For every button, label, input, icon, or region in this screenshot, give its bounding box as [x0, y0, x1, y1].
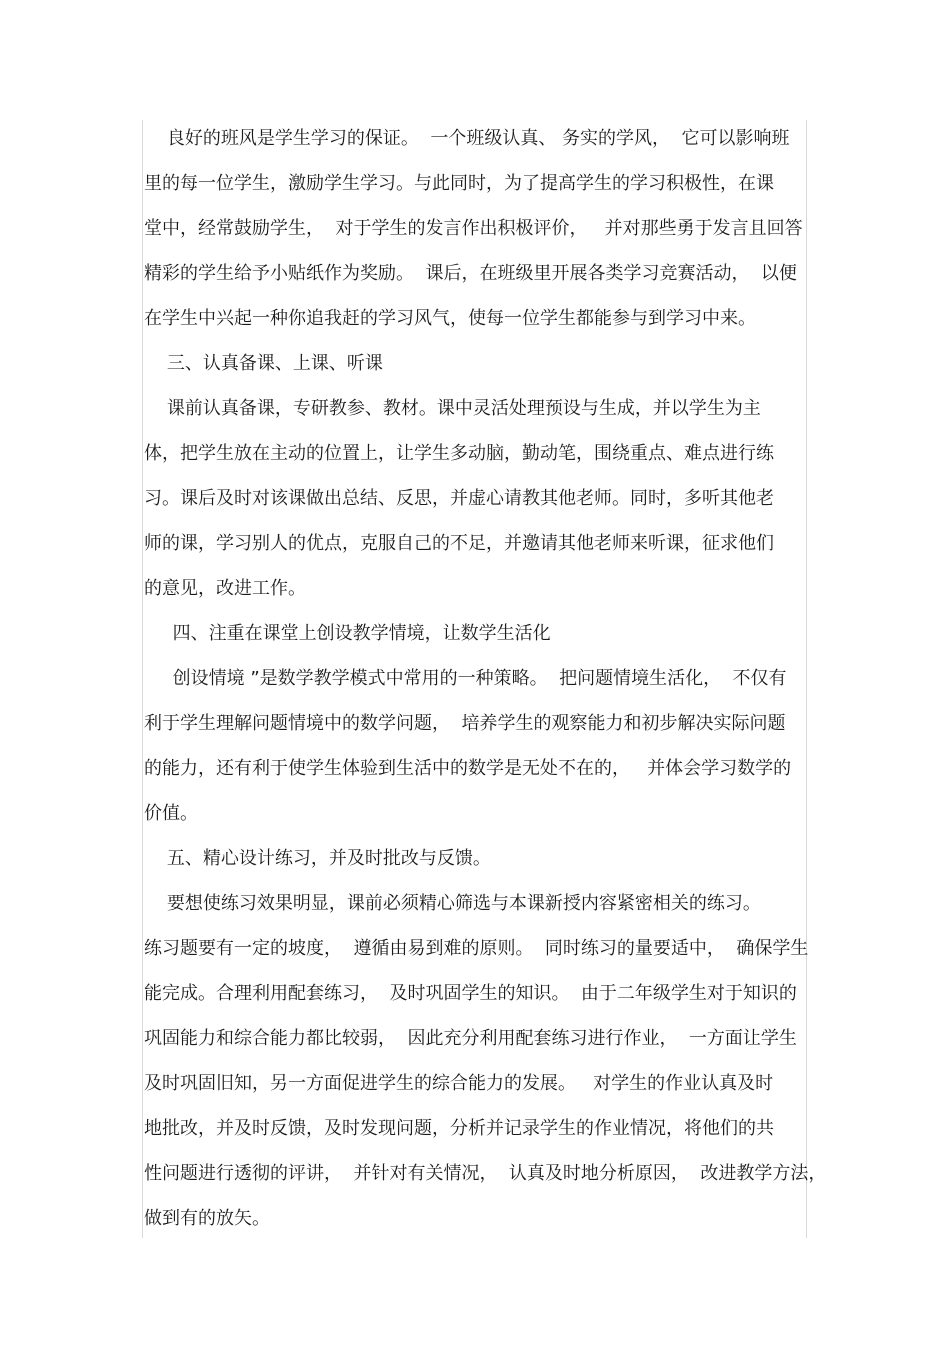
text-line: 精彩的学生给予小贴纸作为奖励。 课后，在班级里开展各类学习竞赛活动， 以便 — [144, 263, 797, 284]
text-line: 创设情境 ”是数学教学模式中常用的一种策略。 把问题情境生活化， 不仅有 — [144, 668, 787, 689]
text-line: 性问题进行透彻的评讲， 并针对有关情况， 认真及时地分析原因， 改进教学方法， — [144, 1163, 827, 1184]
text-line: 的意见，改进工作。 — [144, 578, 306, 599]
page-border-right — [806, 120, 807, 1238]
text-line: 练习题要有一定的坡度， 遵循由易到难的原则。 同时练习的量要适中， 确保学生 — [144, 938, 809, 959]
text-line: 做到有的放矢。 — [144, 1208, 270, 1229]
text-line: 及时巩固旧知，另一方面促进学生的综合能力的发展。 对学生的作业认真及时 — [144, 1073, 774, 1094]
text-line: 价值。 — [144, 803, 198, 824]
section-heading: 五、精心设计练习，并及时批改与反馈。 — [144, 848, 491, 869]
text-line: 里的每一位学生，激励学生学习。与此同时，为了提高学生的学习积极性，在课 — [144, 173, 774, 194]
section-heading: 四、注重在课堂上创设教学情境，让数学生活化 — [144, 623, 551, 644]
text-line: 能完成。合理利用配套练习， 及时巩固学生的知识。 由于二年级学生对于知识的 — [144, 983, 797, 1004]
text-line: 习。课后及时对该课做出总结、反思，并虚心请教其他老师。同时，多听其他老 — [144, 488, 774, 509]
text-line: 在学生中兴起一种你追我赶的学习风气，使每一位学生都能参与到学习中来。 — [144, 308, 756, 329]
text-line: 要想使练习效果明显，课前必须精心筛选与本课新授内容紧密相关的练习。 — [144, 893, 761, 914]
text-line: 利于学生理解问题情境中的数学问题， 培养学生的观察能力和初步解决实际问题 — [144, 713, 786, 734]
text-line: 体，把学生放在主动的位置上，让学生多动脑，勤动笔，围绕重点、难点进行练 — [144, 443, 774, 464]
text-line: 良好的班风是学生学习的保证。 一个班级认真、 务实的学风， 它可以影响班 — [144, 128, 790, 149]
text-line: 课前认真备课，专研教参、教材。课中灵活处理预设与生成，并以学生为主 — [144, 398, 761, 419]
text-line: 巩固能力和综合能力都比较弱， 因此充分利用配套练习进行作业， 一方面让学生 — [144, 1028, 797, 1049]
section-heading: 三、认真备课、上课、听课 — [144, 353, 383, 374]
text-line: 地批改，并及时反馈，及时发现问题，分析并记录学生的作业情况，将他们的共 — [144, 1118, 774, 1139]
text-line: 的能力，还有利于使学生体验到生活中的数学是无处不在的， 并体会学习数学的 — [144, 758, 792, 779]
text-line: 师的课，学习别人的优点，克服自己的不足，并邀请其他老师来听课，征求他们 — [144, 533, 774, 554]
text-line: 堂中，经常鼓励学生， 对于学生的发言作出积极评价， 并对那些勇于发言且回答 — [144, 218, 803, 239]
page-border-left — [142, 120, 143, 1238]
